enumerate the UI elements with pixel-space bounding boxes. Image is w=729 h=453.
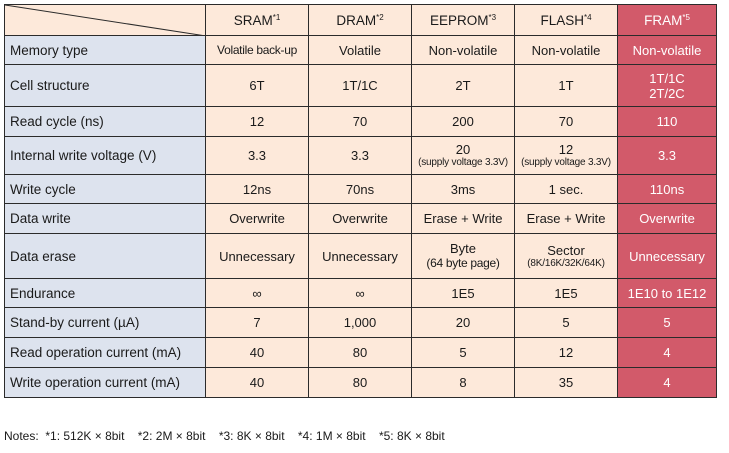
table-cell: Overwrite bbox=[206, 204, 309, 234]
table-cell-fram: 1E10 to 1E12 bbox=[618, 279, 717, 308]
column-name: DRAM bbox=[336, 12, 377, 28]
note-item: *5: 8K × 8bit bbox=[378, 429, 445, 443]
table-row bbox=[5, 107, 717, 137]
table-cell: 7 bbox=[206, 308, 309, 338]
table-cell: 70ns bbox=[309, 175, 412, 204]
table-row bbox=[5, 204, 717, 234]
table-cell bbox=[412, 137, 515, 175]
notes-prefix: Notes: bbox=[4, 429, 39, 443]
column-name: EEPROM bbox=[429, 12, 489, 28]
column-header-eeprom bbox=[412, 5, 515, 36]
table-cell-fram: 110ns bbox=[618, 175, 717, 204]
column-header-sram bbox=[206, 5, 309, 36]
row-label: Internal write voltage (V) bbox=[5, 137, 206, 175]
table-cell: 1E5 bbox=[412, 279, 515, 308]
cell-line: 1T/1C bbox=[649, 70, 685, 86]
table-cell-fram: Unnecessary bbox=[618, 234, 717, 279]
table-row bbox=[5, 65, 717, 107]
column-note: *5 bbox=[682, 12, 690, 22]
row-label: Memory type bbox=[5, 36, 206, 65]
table-cell: ∞ bbox=[309, 279, 412, 308]
column-name: FLASH bbox=[540, 12, 584, 28]
column-note: *2 bbox=[376, 12, 384, 22]
table-cell: 200 bbox=[412, 107, 515, 137]
table-row bbox=[5, 234, 717, 279]
row-label: Write cycle bbox=[5, 175, 206, 204]
table-cell: 40 bbox=[206, 368, 309, 398]
row-label: Read cycle (ns) bbox=[5, 107, 206, 137]
note-item: *2: 2M × 8bit bbox=[137, 429, 206, 443]
table-cell: 6T bbox=[206, 65, 309, 107]
table-cell: Volatile bbox=[309, 36, 412, 65]
column-name: SRAM bbox=[233, 12, 273, 28]
table-cell: 1T bbox=[515, 65, 618, 107]
table-cell: 12ns bbox=[206, 175, 309, 204]
table-cell bbox=[412, 234, 515, 279]
row-label: Endurance bbox=[5, 279, 206, 308]
table-cell: 1T/1C bbox=[309, 65, 412, 107]
table-cell-fram: Non-volatile bbox=[618, 36, 717, 65]
table-cell-fram: 3.3 bbox=[618, 137, 717, 175]
table-row bbox=[5, 36, 717, 65]
table-cell: Non-volatile bbox=[515, 36, 618, 65]
table-cell: Erase + Write bbox=[515, 204, 618, 234]
column-header-fram bbox=[618, 5, 717, 36]
table-cell: Volatile back-up bbox=[206, 36, 309, 65]
table-cell: Non-volatile bbox=[412, 36, 515, 65]
memory-comparison-table bbox=[4, 4, 717, 398]
cell-line: 12 bbox=[558, 142, 574, 157]
header-row bbox=[5, 5, 717, 36]
table-cell: Erase + Write bbox=[412, 204, 515, 234]
column-note: *1 bbox=[272, 12, 281, 22]
table-cell: 20 bbox=[412, 308, 515, 338]
table-cell: 80 bbox=[309, 338, 412, 368]
diagonal-divider bbox=[5, 5, 206, 36]
row-label: Data write bbox=[5, 204, 206, 234]
table-cell-fram: Overwrite bbox=[618, 204, 717, 234]
table-cell-fram bbox=[618, 65, 717, 107]
row-label: Write operation current (mA) bbox=[5, 368, 206, 398]
table-cell: 8 bbox=[412, 368, 515, 398]
table-cell bbox=[515, 234, 618, 279]
table-row bbox=[5, 368, 717, 398]
table-cell-fram: 5 bbox=[618, 308, 717, 338]
note-item: *1: 512K × 8bit bbox=[45, 429, 125, 443]
cell-subtext: (supply voltage 3.3V) bbox=[418, 157, 508, 168]
table-cell: 3.3 bbox=[206, 137, 309, 175]
table-cell: 1,000 bbox=[309, 308, 412, 338]
cell-line: 2T/2C bbox=[649, 85, 685, 101]
cell-subtext: (supply voltage 3.3V) bbox=[521, 157, 611, 168]
table-cell: 12 bbox=[515, 338, 618, 368]
table-cell: 1 sec. bbox=[515, 175, 618, 204]
table-cell: 70 bbox=[309, 107, 412, 137]
footnotes bbox=[4, 428, 445, 444]
table-cell: ∞ bbox=[206, 279, 309, 308]
corner-cell bbox=[5, 5, 206, 36]
table-cell: Overwrite bbox=[309, 204, 412, 234]
table-cell: 3ms bbox=[412, 175, 515, 204]
table-cell: 1E5 bbox=[515, 279, 618, 308]
table-cell: 80 bbox=[309, 368, 412, 398]
table-cell: 40 bbox=[206, 338, 309, 368]
table-cell-fram: 110 bbox=[618, 107, 717, 137]
table-cell: 3.3 bbox=[309, 137, 412, 175]
table-cell bbox=[515, 137, 618, 175]
table-cell: Unnecessary bbox=[309, 234, 412, 279]
row-label: Cell structure bbox=[5, 65, 206, 107]
table-cell-fram: 4 bbox=[618, 368, 717, 398]
table-cell: 70 bbox=[515, 107, 618, 137]
table-cell-fram: 4 bbox=[618, 338, 717, 368]
table-row bbox=[5, 137, 717, 175]
table-cell: 35 bbox=[515, 368, 618, 398]
column-note: *3 bbox=[488, 12, 497, 22]
table-row bbox=[5, 279, 717, 308]
row-label: Data erase bbox=[5, 234, 206, 279]
column-header-flash bbox=[515, 5, 618, 36]
cell-line: Byte bbox=[449, 241, 476, 256]
note-item: *3: 8K × 8bit bbox=[218, 429, 285, 443]
cell-subtext: (8K/16K/32K/64K) bbox=[527, 257, 605, 269]
table-row bbox=[5, 175, 717, 204]
table-cell: 5 bbox=[515, 308, 618, 338]
row-label: Stand-by current (µA) bbox=[5, 308, 206, 338]
row-label: Read operation current (mA) bbox=[5, 338, 206, 368]
table-cell: Unnecessary bbox=[206, 234, 309, 279]
column-header-dram bbox=[309, 5, 412, 36]
cell-line: (64 byte page) bbox=[426, 256, 500, 270]
table-cell: 2T bbox=[412, 65, 515, 107]
column-name: FRAM bbox=[644, 12, 683, 28]
cell-line: 20 bbox=[455, 142, 471, 157]
table-cell: 12 bbox=[206, 107, 309, 137]
column-note: *4 bbox=[583, 12, 592, 22]
cell-line: Sector bbox=[547, 242, 585, 258]
note-item: *4: 1M × 8bit bbox=[297, 429, 366, 443]
table-row bbox=[5, 338, 717, 368]
table-cell: 5 bbox=[412, 338, 515, 368]
table-row bbox=[5, 308, 717, 338]
